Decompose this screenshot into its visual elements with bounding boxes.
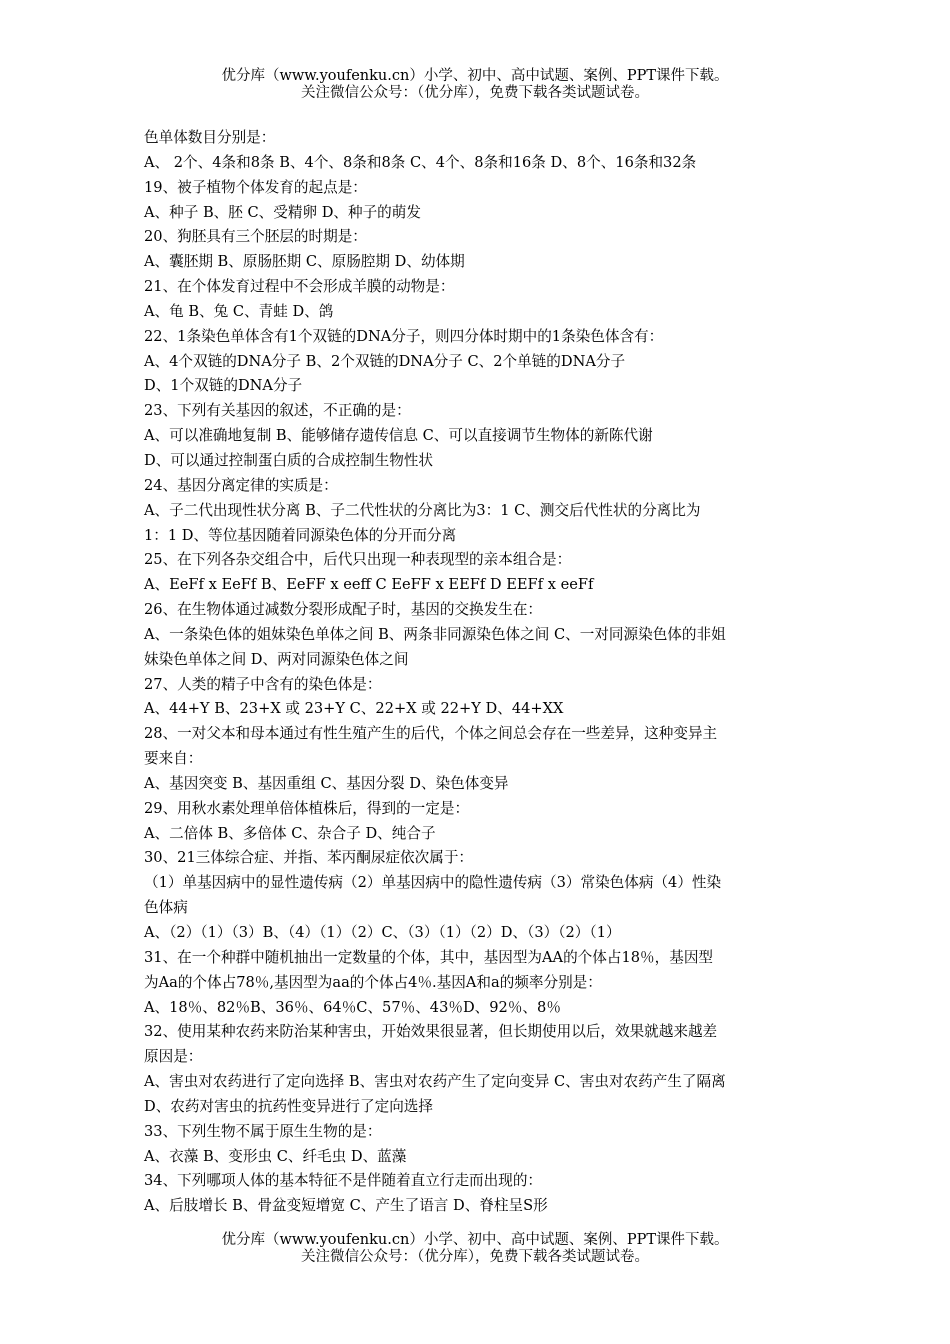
text-line: A、EeFf x EeFf B、EeFF x eeff C EeFF x EEFf D EEFf x eeFf	[144, 576, 594, 594]
text-line: 24、基因分离定律的实质是：	[144, 476, 338, 494]
text-line: 19、被子植物个体发育的起点是：	[144, 178, 367, 196]
text-line: 30、21三体综合症、并指、苯丙酮尿症依次属于：	[144, 849, 474, 867]
text-line: A、后肢增长 B、骨盆变短增宽 C、产生了语言 D、脊柱呈S形	[144, 1197, 548, 1215]
text-line: A、4个双链的DNA分子 B、2个双链的DNA分子 C、2个单链的DNA分子	[144, 352, 626, 370]
text-line: A、种子 B、胚 C、受精卵 D、种子的萌发	[144, 203, 421, 221]
text-line: 妹染色单体之间 D、两对同源染色体之间	[144, 650, 409, 668]
text-line: 22、1条染色单体含有1个双链的DNA分子，则四分体时期中的1条染色体含有：	[144, 327, 664, 345]
text-line: A、子二代出现性状分离 B、子二代性状的分离比为3：1 C、测交后代性状的分离比为	[144, 501, 701, 519]
text-line: 25、在下列各杂交组合中，后代只出现一种表现型的亲本组合是：	[144, 551, 572, 569]
header-line-1: 优分库（www.youfenku.cn）小学、初中、高中试题、案例、PPT课件下载。	[221, 68, 729, 84]
text-line: A、 2个、4条和8条 B、4个、8条和8条 C、4个、8条和16条 D、8个、16条和32条	[144, 153, 697, 171]
text-line: 32、使用某种农药来防治某种害虫，开始效果很显著，但长期使用以后，效果就越来越差	[144, 1023, 718, 1041]
text-line: 色体病	[144, 899, 188, 917]
text-line: 原因是：	[144, 1048, 203, 1066]
text-line: D、1个双链的DNA分子	[144, 377, 303, 395]
text-line: A、基因突变 B、基因重组 C、基因分裂 D、染色体变异	[144, 774, 509, 792]
footer-line-2: 关注微信公众号：（优分库），免费下载各类试题试卷。	[301, 1249, 649, 1265]
text-line: 21、在个体发育过程中不会形成羊膜的动物是：	[144, 278, 455, 296]
text-line: 23、下列有关基因的叙述，不正确的是：	[144, 402, 411, 420]
page-header	[0, 68, 950, 102]
text-line: A、可以准确地复制 B、能够储存遗传信息 C、可以直接调节生物体的新陈代谢	[144, 427, 653, 445]
footer-line-1: 优分库（www.youfenku.cn）小学、初中、高中试题、案例、PPT课件下载。	[221, 1232, 729, 1248]
document-body	[144, 126, 816, 1219]
text-line: 26、在生物体通过减数分裂形成配子时，基因的交换发生在：	[144, 601, 543, 619]
text-line: 34、下列哪项人体的基本特征不是伴随着直立行走而出现的：	[144, 1172, 543, 1190]
text-line: A、衣藻 B、变形虫 C、纤毛虫 D、蓝藻	[144, 1147, 407, 1165]
text-line: 33、下列生物不属于原生生物的是：	[144, 1122, 382, 1140]
text-line: A、（2）（1）（3）B、（4）（1）（2）C、（3）（1）（2）D、（3）（2）（1）	[144, 924, 621, 941]
text-line: A、害虫对农药进行了定向选择 B、害虫对农药产生了定向变异 C、害虫对农药产生了隔离	[144, 1073, 726, 1091]
text-line: 色单体数目分别是：	[144, 129, 276, 146]
text-line: A、二倍体 B、多倍体 C、杂合子 D、纯合子	[144, 824, 436, 842]
text-line: （1）单基因病中的显性遗传病（2）单基因病中的隐性遗传病（3）常染色体病（4）性染	[144, 874, 722, 892]
text-line: 要来自：	[144, 750, 203, 768]
text-line: A、18％、82％B、36％、64％C、57％、43％D、92％、8％	[144, 998, 561, 1016]
text-line: 31、在一个种群中随机抽出一定数量的个体，其中，基因型为AA的个体占18％，基因型	[144, 948, 714, 966]
text-line: D、可以通过控制蛋白质的合成控制生物性状	[144, 451, 433, 469]
text-line: A、一条染色体的姐妹染色单体之间 B、两条非同源染色体之间 C、一对同源染色体的非姐	[144, 625, 726, 643]
text-line: A、囊胚期 B、原肠胚期 C、原肠腔期 D、幼体期	[144, 253, 465, 271]
text-line: 27、人类的精子中含有的染色体是：	[144, 675, 382, 693]
page-footer	[0, 1232, 950, 1266]
text-line: A、44+Y B、23+X 或 23+Y C、22+X 或 22+Y D、44+XX	[144, 700, 564, 718]
text-line: A、龟 B、兔 C、青蛙 D、鸽	[144, 302, 334, 320]
header-line-2: 关注微信公众号：（优分库），免费下载各类试题试卷。	[301, 85, 649, 101]
text-line: 20、狗胚具有三个胚层的时期是：	[144, 228, 367, 246]
text-line: 28、一对父本和母本通过有性生殖产生的后代，个体之间总会存在一些差异，这种变异主	[144, 725, 718, 743]
text-line: 为Aa的个体占78％,基因型为aa的个体占4％.基因A和a的频率分别是：	[144, 973, 602, 991]
text-line: 1：1 D、等位基因随着同源染色体的分开而分离	[144, 526, 457, 544]
text-line: D、农药对害虫的抗药性变异进行了定向选择	[144, 1097, 433, 1115]
text-line: 29、用秋水素处理单倍体植株后，得到的一定是：	[144, 799, 470, 817]
